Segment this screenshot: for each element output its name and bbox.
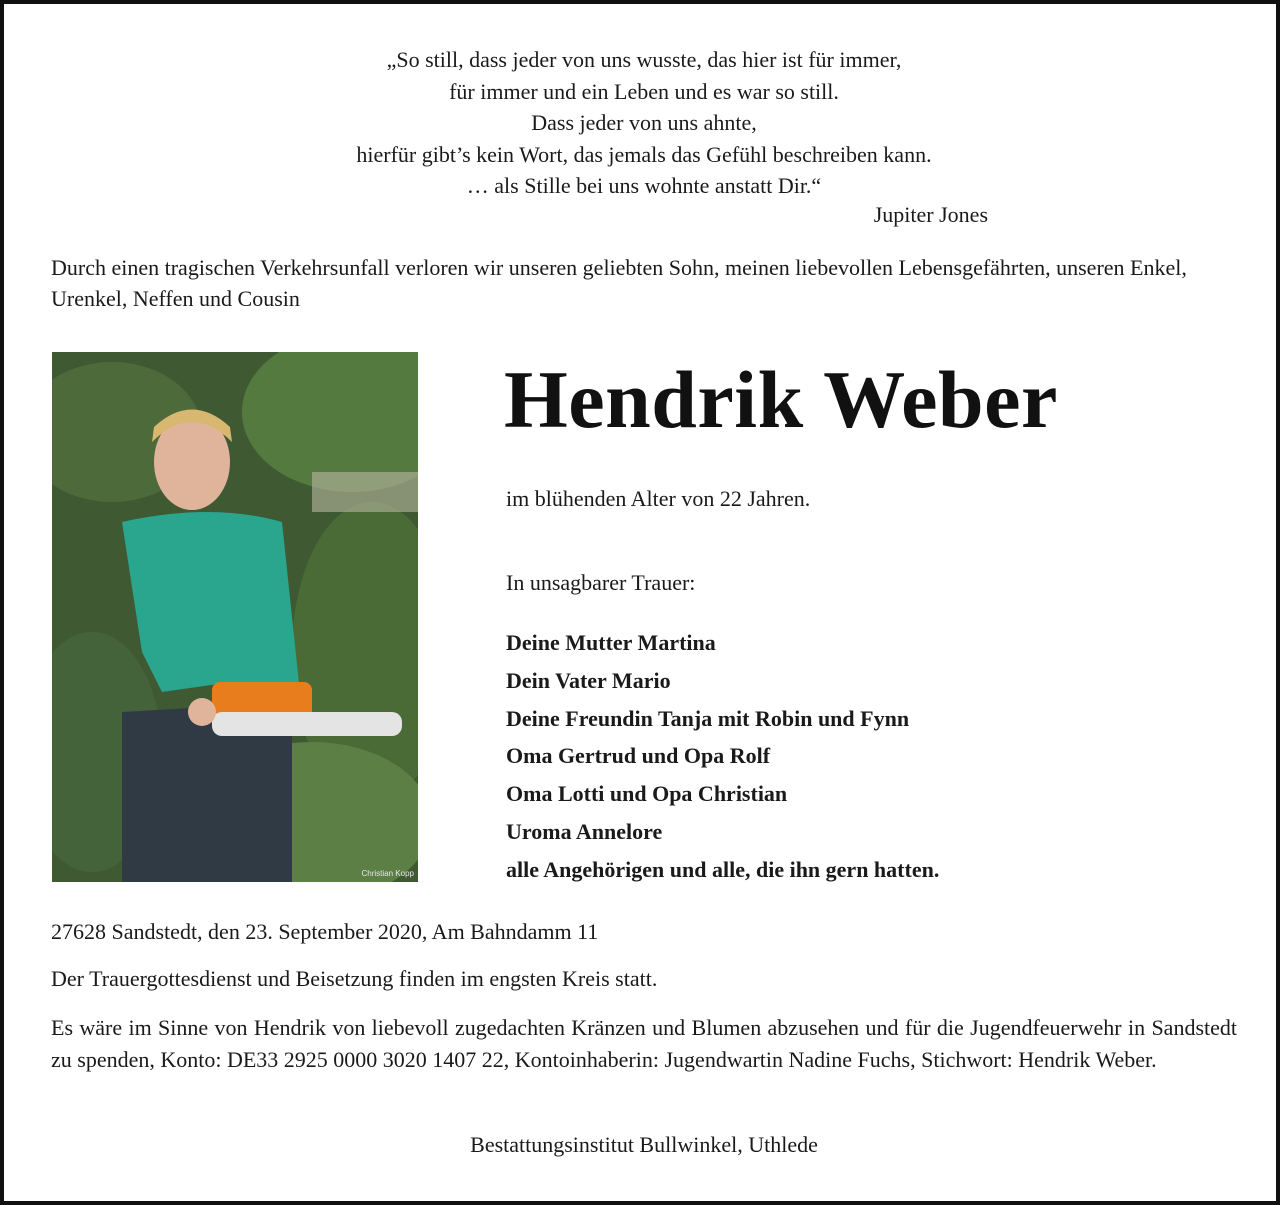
family-member: Deine Mutter Martina [506,630,716,655]
family-member: Dein Vater Mario [506,667,671,693]
photo-credit: Christian Kopp [361,869,414,878]
quote [4,44,1280,202]
intro-text: Durch einen tragischen Verkehrsunfall verloren wir unseren geliebten Sohn, meinen liebevollen Lebensgefährten, unseren Enkel, Urenkel, Neffen und Cousin [51,255,1187,311]
place-and-date: 27628 Sandstedt, den 23. September 2020, Am Bahndamm 11 [51,919,599,944]
mourning-label: In unsagbarer Trauer: [506,570,696,595]
family-member: Uroma Annelore [506,818,663,844]
quote-line: für immer und ein Leben und es war so still. [449,78,839,104]
family-list [506,624,939,889]
age-line: im blühenden Alter von 22 Jahren. [506,486,811,511]
quote-line: Dass jeder von uns ahnte, [531,110,757,135]
portrait-photo [52,352,418,882]
quote-line: „So still, dass jeder von uns wusste, das hier ist für immer, [386,47,902,72]
service-notice: Der Trauergottesdienst und Beisetzung finden im engsten Kreis statt. [51,966,658,991]
quote-author: Jupiter Jones [873,202,988,227]
family-member: Deine Freundin Tanja mit Robin und Fynn [506,705,910,731]
funeral-home: Bestattungsinstitut Bullwinkel, Uthlede [470,1132,818,1157]
portrait-illustration [52,352,418,882]
quote-line: … als Stille bei uns wohnte anstatt Dir.“ [466,173,822,198]
deceased-name: Hendrik Weber [504,354,1058,445]
donation-notice: Es wäre im Sinne von Hendrik von liebevoll zugedachten Kränzen und Blumen abzusehen und für die Jugendfeuerwehr in Sandstedt zu spenden, Konto: DE33 2925 0000 3020 1407 22, Kontoinhaberin: Jugendwartin Nadine Fuchs, Stichwort: Hendrik Weber. [51,1015,1237,1072]
family-member: Oma Gertrud und Opa Rolf [506,743,771,769]
family-member: alle Angehörigen und alle, die ihn gern hatten. [506,856,940,882]
family-member: Oma Lotti und Opa Christian [506,781,788,807]
quote-line: hierfür gibt’s kein Wort, das jemals das Gefühl beschreiben kann. [356,141,932,167]
